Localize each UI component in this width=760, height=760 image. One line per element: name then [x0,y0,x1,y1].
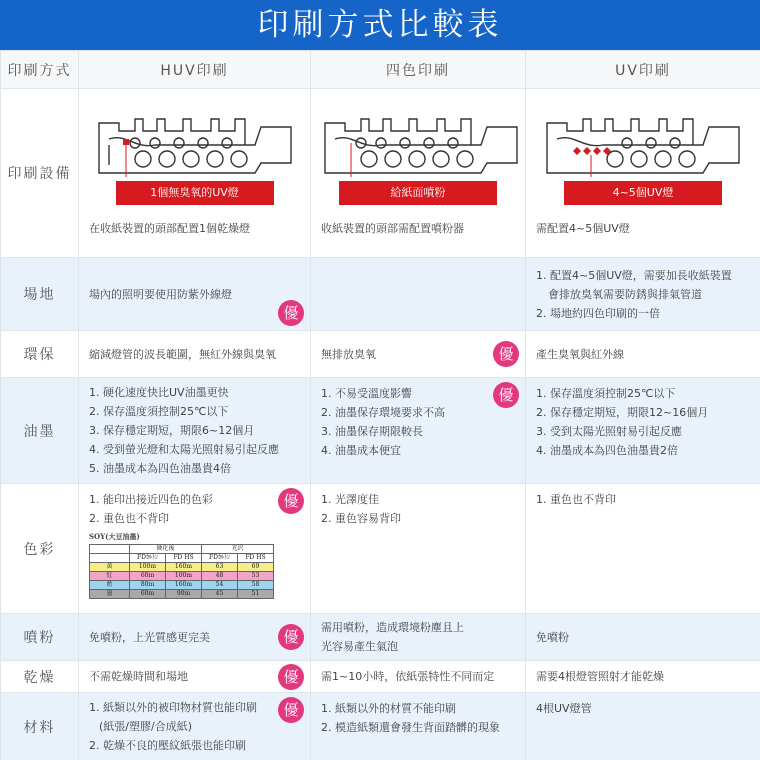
material-huv-item: 1. 紙類以外的被印物材質也能印刷 [89,701,257,714]
spray-huv [79,614,311,661]
soy-cell: 53 [238,572,274,581]
eco-four-color-text: 無排放臭氧 [321,347,376,361]
row-label-eco: 環保 [1,331,79,378]
soy-cell: 100m [166,572,202,581]
row-label-site: 場地 [1,258,79,331]
equipment-tag-four-color: 給紙面噴粉 [339,181,497,205]
soy-cell: 69 [238,563,274,572]
soy-row-name: 墨 [90,590,130,599]
soy-cell: 48 [202,572,238,581]
site-four-color [311,258,526,331]
soy-row-name: 黃 [90,563,130,572]
color-huv [79,484,311,614]
soy-row [90,563,274,572]
ink-uv [526,378,760,484]
soy-corner [90,554,130,563]
soy-corner [90,545,130,554]
spray-huv-text: 免噴粉，上光質感更完美 [89,630,210,644]
color-uv [526,484,760,614]
equipment-tag-huv: 1個無臭氧的UV燈 [116,181,274,205]
row-label-equipment: 印刷設備 [1,89,79,258]
row-ink [1,378,760,484]
site-huv [79,258,311,331]
color-huv-item: 2. 重色也不背印 [89,512,169,525]
advantage-badge: 優 [278,697,304,723]
soy-table-caption: SOY(大豆油墨) [89,532,140,541]
soy-cell: 60m [130,590,166,599]
eco-four-color [311,331,526,378]
ink-huv-item: 4. 受到螢光燈和太陽光照射易引起反應 [89,443,279,456]
soy-cell: 51 [238,590,274,599]
spray-four-color [311,614,526,661]
soy-row-name: 藍 [90,581,130,590]
dry-huv [79,661,311,693]
advantage-badge: 優 [493,382,519,408]
soy-cell: 45 [202,590,238,599]
ink-uv-item: 4. 油墨成本為四色油墨貴2倍 [536,444,678,457]
material-four-color [311,693,526,760]
material-huv [79,693,311,760]
soy-row [90,572,274,581]
site-uv-item: 1. 配置4~5個UV燈，需要加長收紙裝置 [536,268,732,282]
row-spray [1,614,760,661]
printer-diagram-four-color [321,115,521,177]
material-huv-item: (紙張/塑膠/合成紙) [99,720,192,733]
ink-huv-item: 2. 保存溫度須控制25℃以下 [89,405,229,418]
ink-huv-item: 3. 保存穩定期短，期限6~12個月 [89,424,255,437]
soy-sub-header: FDｶﾙﾄﾝ [202,554,238,563]
equipment-desc-four-color: 收紙裝置的頭部需配置噴粉器 [321,221,464,235]
soy-sub-header: FD HS [166,554,202,563]
equipment-desc-uv: 需配置4~5個UV燈 [536,221,630,235]
ink-uv-item: 1. 保存溫度須控制25℃以下 [536,387,676,400]
row-label-spray: 噴粉 [1,614,79,661]
ink-four-color-item: 3. 油墨保存期限較長 [321,425,423,438]
ink-four-color-item: 1. 不易受溫度影響 [321,387,412,400]
dry-huv-text: 不需乾燥時間和場地 [89,670,188,683]
soy-group-header: 硬化後 [130,545,202,554]
ink-four-color-item: 4. 油墨成本便宜 [321,444,401,457]
advantage-badge: 優 [278,488,304,514]
row-dry [1,661,760,693]
row-label-ink: 油墨 [1,378,79,484]
equipment-four-color [311,89,526,258]
row-label-material: 材料 [1,693,79,760]
title-bar [0,0,760,50]
page-title: 印刷方式比較表 [257,7,503,43]
material-uv-item: 4根UV燈管 [536,702,592,715]
soy-row [90,590,274,599]
material-four-color-item: 1. 紙類以外的材質不能印刷 [321,702,456,715]
row-label-dry: 乾燥 [1,661,79,693]
soy-group-header: 光沢 [202,545,274,554]
color-four-color-item: 2. 重色容易背印 [321,512,401,525]
comparison-table [0,50,760,760]
advantage-badge: 優 [278,624,304,650]
soy-row [90,581,274,590]
soy-sub-header: FD HS [238,554,274,563]
soy-cell: 60m [130,572,166,581]
header-four-color: 四色印刷 [311,51,526,89]
equipment-desc-huv: 在收紙裝置的頭部配置1個乾燥燈 [89,221,250,235]
color-uv-item: 1. 重色也不背印 [536,493,616,506]
site-uv [526,258,760,331]
equipment-huv [79,89,311,258]
color-huv-item: 1. 能印出接近四色的色彩 [89,493,213,506]
row-eco [1,331,760,378]
eco-huv: 縮減燈管的波長範圍，無紅外線與臭氧 [79,331,311,378]
ink-uv-item: 2. 保存穩定期短，期限12~16個月 [536,406,709,419]
site-huv-text: 場內的照明要使用防紫外線燈 [89,287,232,301]
equipment-tag-uv: 4~5個UV燈 [564,181,722,205]
material-huv-item: 2. 乾燥不良的壓紋紙張也能印刷 [89,739,246,752]
spray-four-color-line: 需用噴粉，造成環境粉塵且上 [321,621,464,634]
equipment-uv [526,89,760,258]
ink-huv-item: 5. 油墨成本為四色油墨貴4倍 [89,462,231,475]
soy-cell: 100m [130,563,166,572]
soy-cell: 63 [202,563,238,572]
advantage-badge: 優 [278,664,304,690]
color-four-color-item: 1. 光澤度佳 [321,493,379,506]
header-uv: UV印刷 [526,51,760,89]
printer-diagram-uv [543,115,743,177]
eco-uv: 產生臭氧與紅外線 [526,331,760,378]
soy-cell: 80m [130,581,166,590]
header-huv: HUV印刷 [79,51,311,89]
ink-four-color-item: 2. 油墨保存環境要求不高 [321,406,445,419]
soy-cell: 58 [238,581,274,590]
dry-four-color: 需1~10小時，依紙張特性不同而定 [311,661,526,693]
site-uv-item: 會排放臭氧需要防銹與排氣管道 [548,287,702,301]
color-four-color [311,484,526,614]
soy-row-name: 紅 [90,572,130,581]
soy-cell: 54 [202,581,238,590]
material-four-color-item: 2. 模造紙類還會發生背面踏髒的現象 [321,721,500,734]
soy-cell: 160m [166,563,202,572]
spray-four-color-line: 光容易產生氣泡 [321,640,398,653]
ink-uv-item: 3. 受到太陽光照射易引起反應 [536,425,682,438]
header-label: 印刷方式 [1,51,79,89]
soy-sub-header: FDｶﾙﾄﾝ [130,554,166,563]
header-row [1,51,760,89]
soy-cell: 160m [166,581,202,590]
row-label-color: 色彩 [1,484,79,614]
row-material [1,693,760,760]
printer-diagram-huv [95,115,295,177]
ink-four-color [311,378,526,484]
row-site [1,258,760,331]
row-color [1,484,760,614]
advantage-badge: 優 [493,341,519,367]
advantage-badge: 優 [278,300,304,326]
spray-uv: 免噴粉 [526,614,760,661]
dry-uv: 需要4根燈管照射才能乾燥 [526,661,760,693]
soy-cell: 90m [166,590,202,599]
ink-huv [79,378,311,484]
ink-huv-item: 1. 硬化速度快比UV油墨更快 [89,386,229,399]
row-equipment [1,89,760,258]
site-uv-item: 2. 場地約四色印刷的一倍 [536,306,660,320]
material-uv [526,693,760,760]
soy-ink-table [89,544,274,599]
